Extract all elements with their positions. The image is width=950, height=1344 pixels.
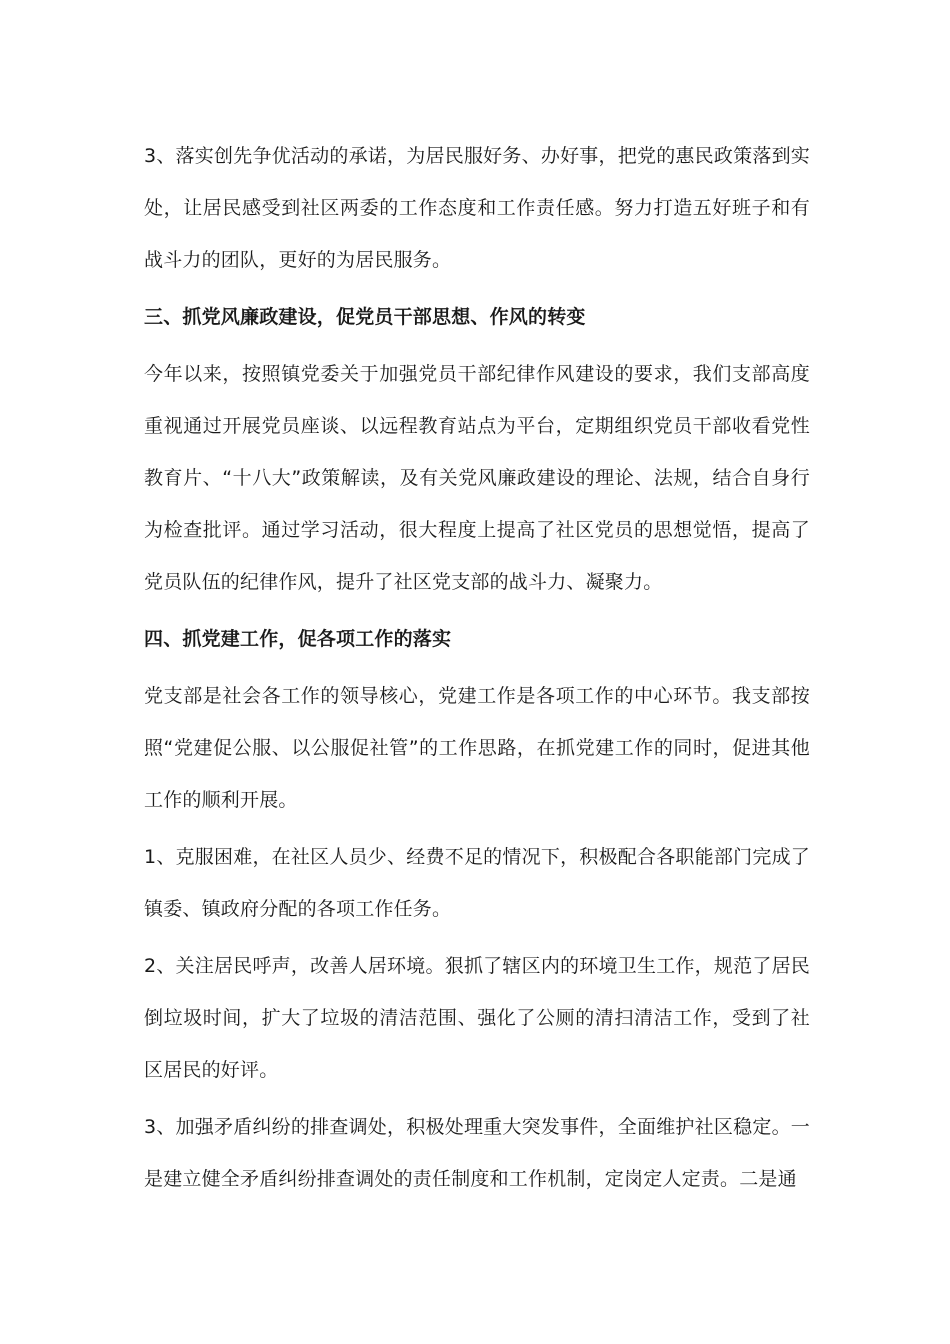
paragraph-item-3-commitment: 3、落实创先争优活动的承诺，为居民服好务、办好事，把党的惠民政策落到实处，让居民感受到社区两委的工作态度和工作责任感。努力打造五好班子和有战斗力的团队，更好的为居民服务。 [144,145,810,271]
document-page [144,130,810,1205]
paragraph-item-1: 1、克服困难，在社区人员少、经费不足的情况下，积极配合各职能部门完成了镇委、镇政府分配的各项工作任务。 [144,846,810,920]
section-heading-3: 三、抓党风廉政建设，促党员干部思想、作风的转变 [144,306,586,328]
paragraph-party-building: 党支部是社会各工作的领导核心，党建工作是各项工作的中心环节。我支部按照“党建促公服、以公服促社管”的工作思路，在抓党建工作的同时，促进其他工作的顺利开展。 [144,685,810,811]
section-heading-4: 四、抓党建工作，促各项工作的落实 [144,628,452,650]
paragraph-item-3-disputes: 3、加强矛盾纠纷的排查调处，积极处理重大突发事件，全面维护社区稳定。一是建立健全矛盾纠纷排查调处的责任制度和工作机制，定岗定人定责。二是通 [144,1116,810,1190]
paragraph-party-conduct: 今年以来，按照镇党委关于加强党员干部纪律作风建设的要求，我们支部高度重视通过开展党员座谈、以远程教育站点为平台，定期组织党员干部收看党性教育片、“十八大”政策解读，及有关党风廉政建设的理论、法规，结合自身行为检查批评。通过学习活动，很大程度上提高了社区党员的思想觉悟，提高了党员队伍的纪律作风，提升了社区党支部的战斗力、凝聚力。 [144,363,810,593]
paragraph-item-2: 2、关注居民呼声，改善人居环境。狠抓了辖区内的环境卫生工作，规范了居民倒垃圾时间，扩大了垃圾的清洁范围、强化了公厕的清扫清洁工作，受到了社区居民的好评。 [144,955,810,1081]
